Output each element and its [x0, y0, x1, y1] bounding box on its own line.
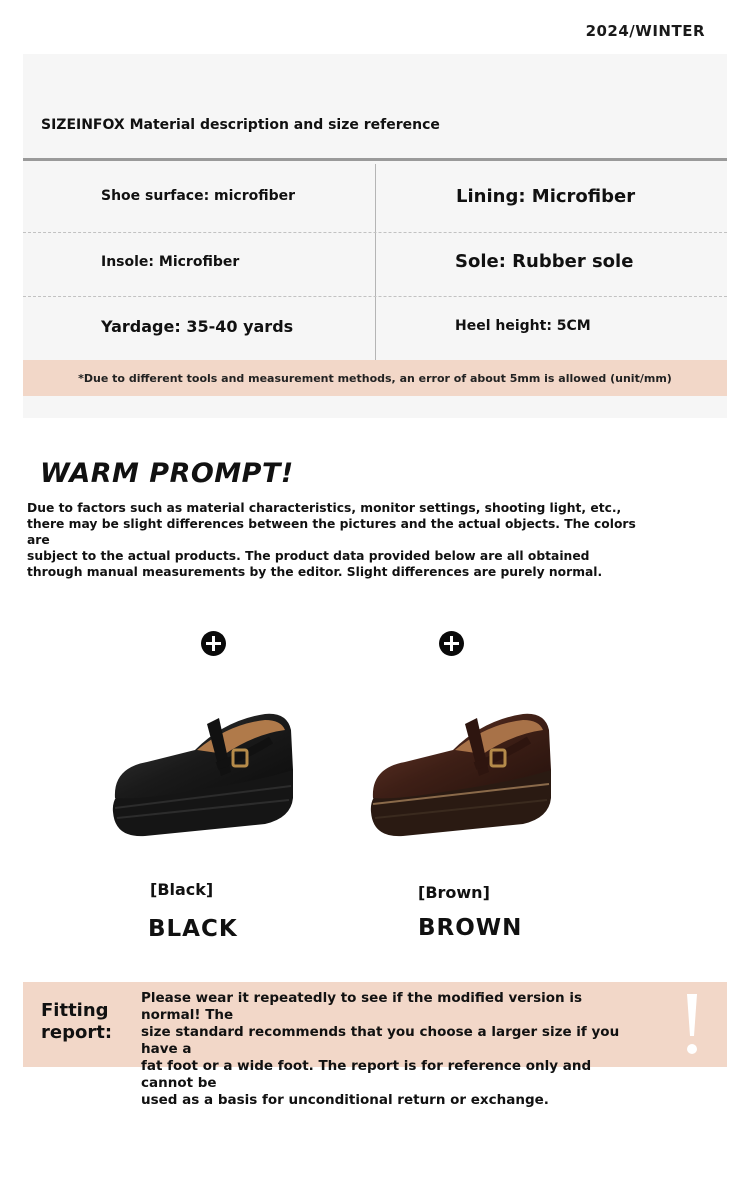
fitting-line: fat foot or a wide foot. The report is for reference only and cannot be — [141, 1058, 592, 1091]
fitting-line: used as a basis for unconditional return or exchange. — [141, 1092, 549, 1108]
spec-sole: Sole: Rubber sole — [455, 251, 634, 272]
spec-yardage: Yardage: 35-40 yards — [101, 317, 294, 336]
fitting-label-line: report: — [41, 1022, 113, 1043]
plus-circle-icon — [439, 631, 464, 656]
fitting-line: size standard recommends that you choose a larger size if you have a — [141, 1024, 620, 1057]
color-name-brown: BROWN — [418, 915, 523, 941]
fitting-report-label — [41, 1000, 131, 1044]
fitting-report — [23, 982, 727, 1108]
exclamation-icon — [681, 992, 703, 1058]
warm-prompt-title: WARM PROMPT! — [40, 458, 294, 489]
divider — [23, 158, 727, 161]
fitting-label-line: Fitting — [41, 1000, 109, 1021]
warm-prompt-line: through manual measurements by the editor. Slight differences are purely normal. — [27, 565, 603, 579]
color-name-black: BLACK — [148, 916, 238, 942]
spec-heel-height: Heel height: 5CM — [455, 318, 591, 334]
spec-lining: Lining: Microfiber — [456, 186, 636, 207]
fitting-report-text — [141, 990, 631, 1109]
color-label-brown: [Brown] — [418, 883, 490, 902]
spec-shoe-surface: Shoe surface: microfiber — [101, 188, 296, 204]
size-info-title: SIZEINFOX Material description and size reference — [41, 117, 440, 133]
season-label: 2024/WINTER — [585, 22, 705, 40]
brown-shoe-image — [363, 700, 558, 845]
fitting-line: Please wear it repeatedly to see if the modified version is normal! The — [141, 990, 582, 1023]
warm-prompt-line: there may be slight differences between the pictures and the actual objects. The colors are — [27, 517, 636, 547]
warm-prompt-line: subject to the actual products. The product data provided below are all obtained — [27, 549, 590, 563]
divider — [23, 232, 727, 233]
material-grid — [23, 164, 727, 360]
plus-circle-icon — [201, 631, 226, 656]
measurement-note-text: *Due to different tools and measurement methods, an error of about 5mm is allowed (unit/mm) — [78, 371, 672, 385]
black-shoe-image — [105, 700, 300, 845]
warm-prompt-text — [27, 500, 637, 580]
divider — [375, 164, 376, 360]
divider — [23, 296, 727, 297]
size-info-card — [23, 54, 727, 418]
measurement-note — [23, 360, 727, 396]
spec-insole: Insole: Microfiber — [101, 254, 240, 270]
warm-prompt-line: Due to factors such as material characteristics, monitor settings, shooting light, etc., — [27, 501, 622, 515]
color-label-black: [Black] — [150, 880, 214, 899]
